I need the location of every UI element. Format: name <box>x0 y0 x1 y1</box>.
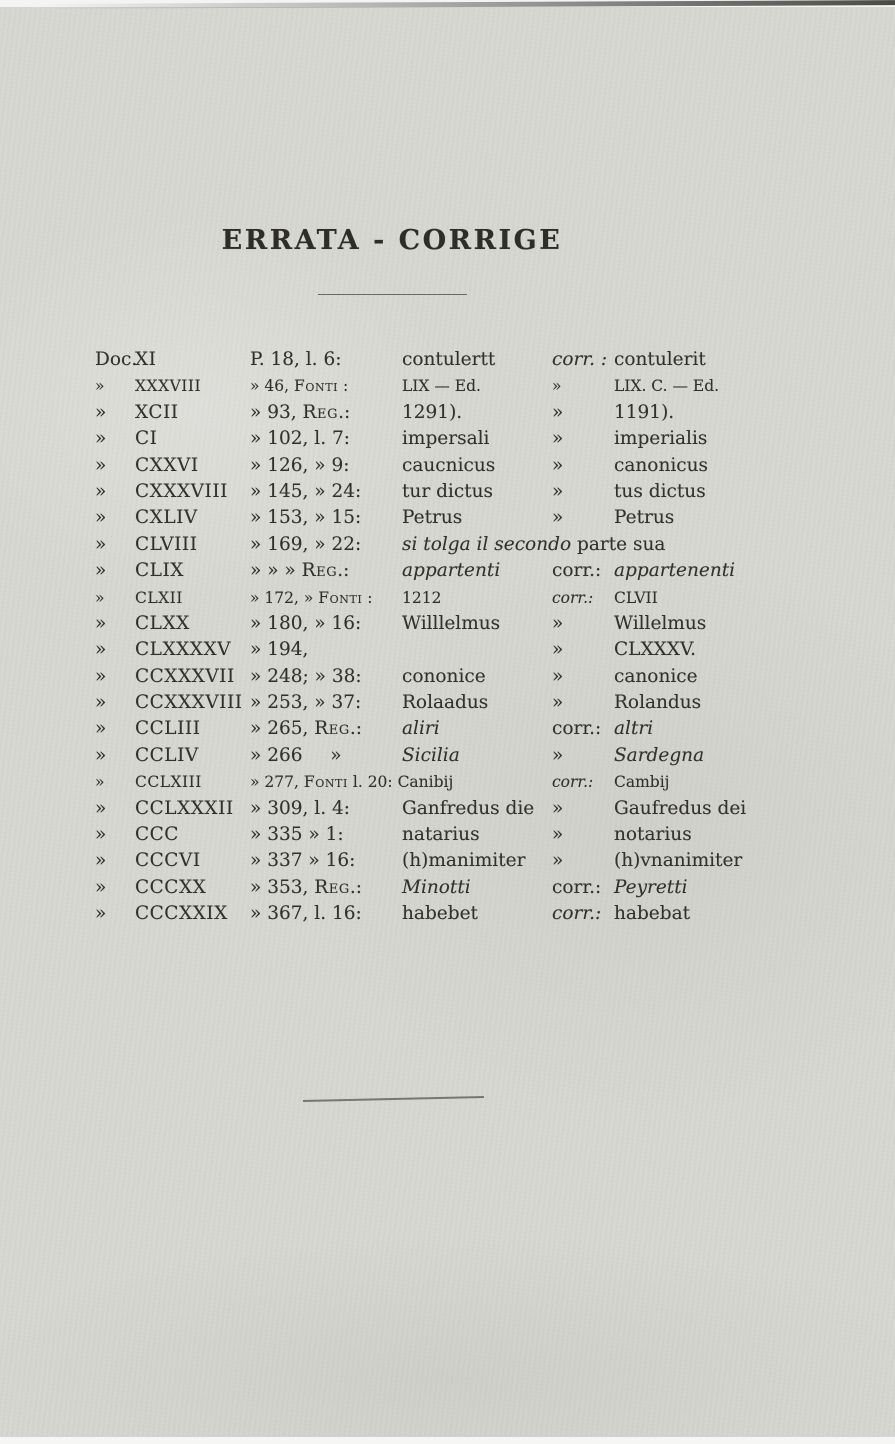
errata-row <box>95 426 855 452</box>
error-cell: natarius <box>402 824 480 846</box>
errata-row <box>95 558 855 584</box>
corr-label: » <box>552 428 564 450</box>
doc-prefix: » <box>95 560 107 582</box>
errata-row <box>95 769 855 795</box>
error-cell: 1212 <box>402 588 442 607</box>
correction-cell: contulerit <box>614 349 706 370</box>
doc-number: CLVIII <box>135 533 198 555</box>
errata-row <box>95 664 855 690</box>
corr-label: » <box>552 824 564 846</box>
doc-prefix: » <box>95 692 107 714</box>
doc-prefix: » <box>95 612 107 634</box>
error-cell: si tolga il secondo parte sua <box>402 533 666 555</box>
corr-label: » <box>552 692 564 714</box>
doc-number: CCLIV <box>135 744 199 766</box>
correction-cell: Petrus <box>614 507 675 529</box>
correction-cell: 1191). <box>614 401 675 423</box>
correction-cell: Rolandus <box>614 692 702 714</box>
corr-label: corr.: <box>552 773 594 792</box>
scan-edge-top <box>0 0 895 7</box>
doc-number: CXXVI <box>135 454 199 476</box>
doc-prefix: » <box>95 401 107 423</box>
doc-prefix: » <box>95 533 107 555</box>
corr-label: corr.: <box>552 560 602 582</box>
corr-label: corr.: <box>552 876 602 898</box>
corr-label: » <box>552 377 562 396</box>
doc-number: CCXXXVIII <box>135 692 243 714</box>
doc-prefix: » <box>95 744 107 766</box>
corr-label: corr.: <box>552 588 594 607</box>
corr-label: » <box>552 665 564 687</box>
ref-cell: » 265, Reg.: <box>250 718 363 740</box>
correction-cell: canonicus <box>614 454 709 476</box>
scan-edge-bottom <box>0 1437 895 1444</box>
corr-label: » <box>552 612 564 634</box>
error-cell: Ganfredus die <box>402 797 535 819</box>
doc-number: CXLIV <box>135 507 198 529</box>
doc-prefix: » <box>95 588 105 607</box>
doc-number: XI <box>135 349 157 370</box>
errata-row <box>95 637 855 663</box>
error-cell: LIX — Ed. <box>402 377 481 396</box>
doc-number: CCCXX <box>135 876 207 898</box>
error-cell: 1291). <box>402 401 463 423</box>
ref-cell: » 309, l. 4: <box>250 797 350 819</box>
corr-label: corr. : <box>552 349 608 370</box>
doc-number: CLXXXXV <box>135 639 231 661</box>
correction-cell: Gaufredus dei <box>614 797 747 819</box>
correction-cell: Sardegna <box>614 744 705 766</box>
doc-number: CCLIII <box>135 718 201 740</box>
error-cell: habebet <box>402 903 478 925</box>
doc-prefix: » <box>95 428 107 450</box>
ref-cell: » 253, » 37: <box>250 692 362 714</box>
ref-cell: » 353, Reg.: <box>250 876 363 898</box>
doc-prefix: Doc. <box>95 349 138 370</box>
doc-prefix: » <box>95 377 105 396</box>
ref-cell: » » » Reg.: <box>250 560 350 582</box>
error-cell: impersali <box>402 428 490 450</box>
correction-cell: tus dictus <box>614 480 706 502</box>
errata-row <box>95 453 855 479</box>
corr-label: » <box>552 744 564 766</box>
ref-cell: » 266 » <box>250 744 342 766</box>
doc-number: CCXXXVII <box>135 665 235 687</box>
errata-row <box>95 611 855 637</box>
error-cell: contulertt <box>402 349 496 370</box>
error-cell: cononice <box>402 665 486 687</box>
ref-cell: » 93, Reg.: <box>250 401 351 423</box>
footer-divider-rule <box>303 1096 484 1102</box>
corr-label: » <box>552 454 564 476</box>
ref-cell: » 46, Fonti : <box>250 377 349 396</box>
scanned-page <box>0 6 895 1437</box>
doc-prefix: » <box>95 824 107 846</box>
ref-cell: » 126, » 9: <box>250 454 350 476</box>
ref-cell: » 337 » 16: <box>250 850 356 872</box>
correction-cell: CLXXXV. <box>614 639 696 661</box>
errata-row <box>95 822 855 848</box>
correction-cell: imperialis <box>614 428 708 450</box>
correction-cell: Peyretti <box>614 876 688 898</box>
ref-cell: » 367, l. 16: <box>250 903 362 925</box>
doc-number: CXXXVIII <box>135 480 228 502</box>
doc-number: CCCVI <box>135 850 201 872</box>
doc-number: CCCXXIX <box>135 903 228 925</box>
ref-cell: » 277, Fonti l. 20: Canibij <box>250 773 454 792</box>
correction-cell: LIX. C. — Ed. <box>614 377 720 396</box>
errata-row <box>95 875 855 901</box>
doc-number: XCII <box>135 401 179 423</box>
doc-number: CCC <box>135 824 179 846</box>
errata-table <box>95 347 855 928</box>
errata-row <box>95 716 855 742</box>
errata-row <box>95 505 855 531</box>
ref-cell: » 248; » 38: <box>250 665 362 687</box>
errata-row <box>95 585 855 611</box>
corr-label: corr.: <box>552 903 602 925</box>
doc-number: CLIX <box>135 560 184 582</box>
doc-number: CCLXIII <box>135 773 202 792</box>
doc-prefix: » <box>95 876 107 898</box>
correction-cell: CLVII <box>614 588 658 607</box>
doc-prefix: » <box>95 797 107 819</box>
error-cell: appartenti <box>402 560 501 582</box>
errata-row <box>95 743 855 769</box>
errata-row <box>95 901 855 927</box>
error-cell: tur dictus <box>402 480 494 502</box>
ref-cell: » 169, » 22: <box>250 533 362 555</box>
doc-prefix: » <box>95 665 107 687</box>
doc-number: CI <box>135 428 158 450</box>
ref-cell: » 335 » 1: <box>250 824 344 846</box>
ref-cell: » 153, » 15: <box>250 507 362 529</box>
ref-cell: » 102, l. 7: <box>250 428 350 450</box>
corr-label: » <box>552 850 564 872</box>
ref-cell: » 180, » 16: <box>250 612 362 634</box>
corr-label: » <box>552 797 564 819</box>
errata-row <box>95 796 855 822</box>
doc-prefix: » <box>95 773 105 792</box>
errata-row <box>95 479 855 505</box>
correction-cell: canonice <box>614 665 698 687</box>
error-cell: Minotti <box>402 876 471 898</box>
error-cell: Sicilia <box>402 744 460 766</box>
errata-row <box>95 532 855 558</box>
error-cell: Petrus <box>402 507 463 529</box>
doc-prefix: » <box>95 718 107 740</box>
errata-row <box>95 690 855 716</box>
errata-row <box>95 347 855 373</box>
doc-number: CLXII <box>135 588 183 607</box>
ref-cell: » 194, <box>250 639 309 661</box>
doc-number: CLXX <box>135 612 190 634</box>
doc-prefix: » <box>95 454 107 476</box>
error-cell: (h)manimiter <box>402 850 526 872</box>
error-cell: Rolaadus <box>402 692 489 714</box>
errata-row <box>95 400 855 426</box>
doc-number: XXXVIII <box>135 377 202 396</box>
correction-cell: Cambij <box>614 773 670 792</box>
correction-cell: appartenenti <box>614 560 736 582</box>
errata-row <box>95 373 855 399</box>
corr-label: » <box>552 401 564 423</box>
ref-cell: P. 18, l. 6: <box>250 349 342 370</box>
corr-label: corr.: <box>552 718 602 740</box>
correction-cell: notarius <box>614 824 692 846</box>
error-cell: Willlelmus <box>402 612 501 634</box>
doc-prefix: » <box>95 850 107 872</box>
ref-cell: » 145, » 24: <box>250 480 362 502</box>
ref-cell: » 172, » Fonti : <box>250 588 373 607</box>
correction-cell: (h)vnanimiter <box>614 850 743 872</box>
error-cell: caucnicus <box>402 454 496 476</box>
corr-label: » <box>552 639 564 661</box>
error-cell: aliri <box>402 718 440 740</box>
doc-prefix: » <box>95 507 107 529</box>
corr-label: » <box>552 480 564 502</box>
correction-cell: Willelmus <box>614 612 707 634</box>
correction-cell: altri <box>614 718 654 740</box>
correction-cell: habebat <box>614 903 691 925</box>
errata-row <box>95 848 855 874</box>
corr-label: » <box>552 507 564 529</box>
doc-prefix: » <box>95 639 107 661</box>
page-title: ERRATA - CORRIGE <box>221 225 563 256</box>
title-divider-rule <box>318 294 467 295</box>
doc-prefix: » <box>95 903 107 925</box>
doc-prefix: » <box>95 480 107 502</box>
doc-number: CCLXXXII <box>135 797 234 819</box>
